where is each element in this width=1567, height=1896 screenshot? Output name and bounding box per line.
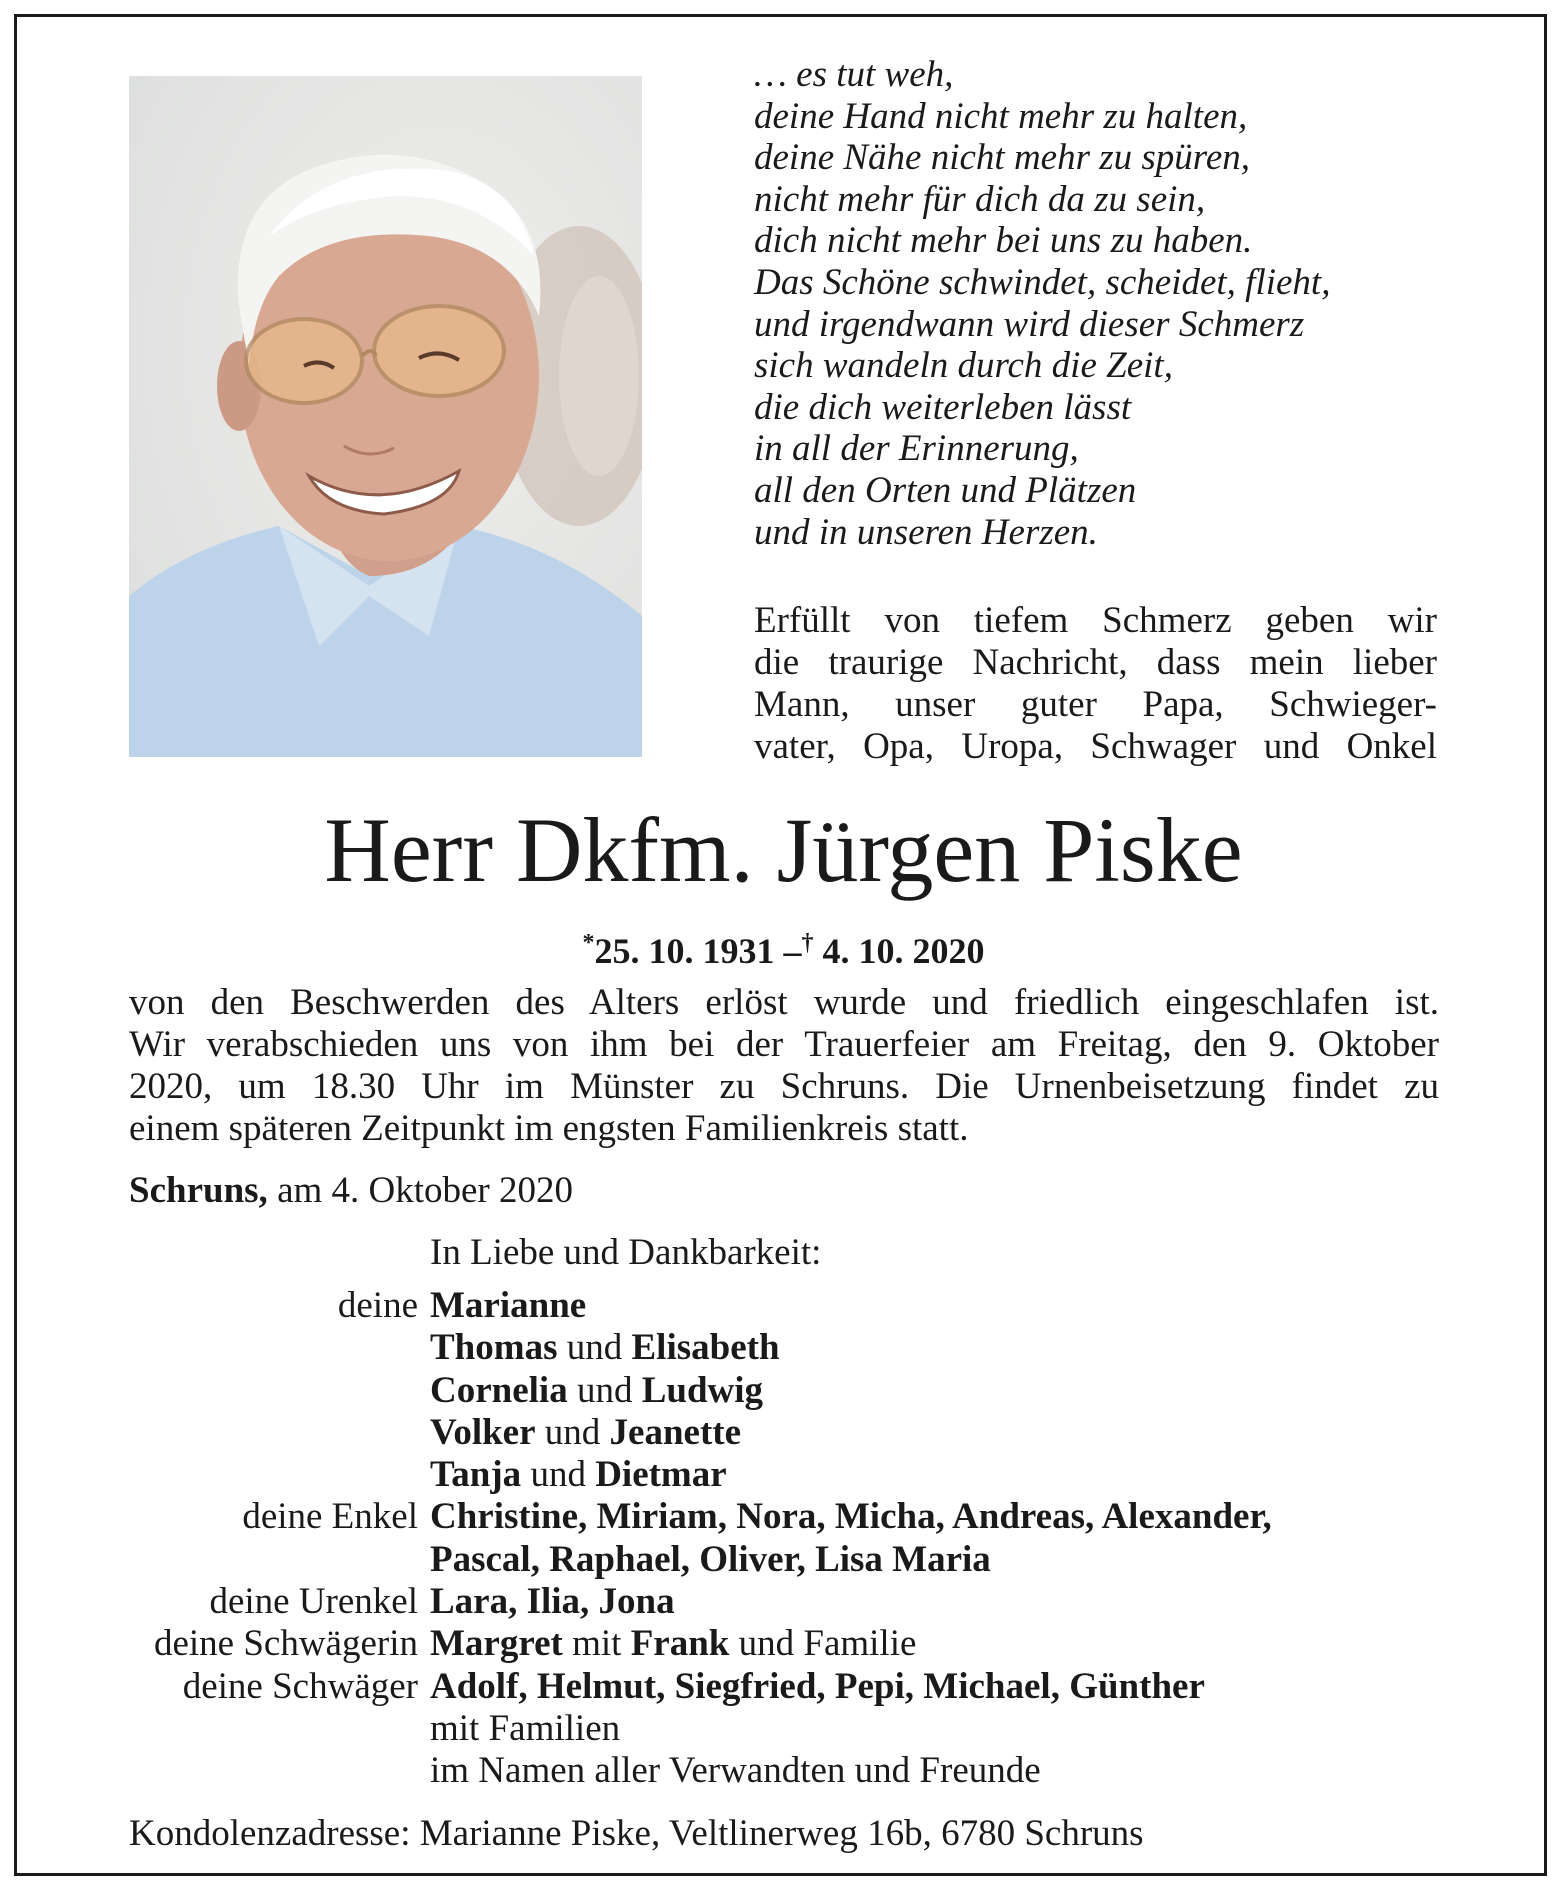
relation-label: deine Schwägerin — [153, 1623, 418, 1665]
mourner-names: Adolf, Helmut, Siegfried, Pepi, Michael, Günther — [430, 1665, 1205, 1707]
mourner-row: deine Schwägerin Margret mit Frank und Familie — [0, 1623, 1567, 1665]
poem-line: und irgendwann wird dieser Schmerz — [754, 303, 1305, 345]
poem-line: in all der Erinnerung, — [754, 428, 1079, 470]
death-date: 4. 10. 2020 — [822, 931, 985, 971]
relation-label: deine Urenkel — [209, 1581, 418, 1623]
poem-line: Das Schöne schwindet, scheidet, flieht, — [754, 261, 1331, 303]
relation-label: deine Enkel — [242, 1496, 418, 1538]
birth-symbol: * — [582, 930, 595, 956]
mourner-row — [0, 1539, 1567, 1581]
relation-label: deine — [337, 1285, 418, 1326]
intro-line: Mann, unser guter Papa, Schwieger- — [754, 684, 1437, 725]
poem-line: all den Orten und Plätzen — [754, 469, 1137, 511]
mourner-note: mit Familien — [430, 1707, 621, 1749]
mourner-row — [0, 1708, 1567, 1750]
mourner-name: Elisabeth — [631, 1327, 780, 1369]
body-line: Wir verabschieden uns von ihm bei der Trauerfeier am Freitag, den 9. Oktober — [129, 1024, 1439, 1065]
intro-line: vater, Opa, Uropa, Schwager und Onkel — [754, 726, 1437, 767]
mourner-name: Marianne — [430, 1285, 587, 1326]
gratitude-line: In Liebe und Dankbarkeit: — [430, 1232, 822, 1273]
mourner-row — [0, 1750, 1567, 1792]
place-and-date — [129, 1170, 573, 1212]
poem-line: sich wandeln durch die Zeit, — [754, 345, 1173, 387]
poem-line: … es tut weh, — [754, 54, 954, 95]
condolence-address: Kondolenzadresse: Marianne Piske, Veltlinerweg 16b, 6780 Schruns — [129, 1813, 1144, 1854]
life-dates — [0, 922, 1567, 972]
intro-line: die traurige Nachricht, dass mein lieber — [754, 642, 1437, 683]
poem-line: nicht mehr für dich da zu sein, — [754, 178, 1206, 220]
mourner-name: Jeanette — [609, 1411, 742, 1453]
date-text: am 4. Oktober 2020 — [267, 1170, 574, 1211]
body-line: 2020, um 18.30 Uhr im Münster zu Schruns. Die Urnenbeisetzung findet zu — [129, 1066, 1439, 1107]
mourner-name: Ludwig — [641, 1369, 764, 1411]
mourner-name: Frank — [630, 1623, 730, 1665]
mourner-names: Christine, Miriam, Nora, Micha, Andreas, Alexander, — [430, 1496, 1272, 1538]
intro-line: Erfüllt von tiefem Schmerz geben wir — [754, 600, 1437, 641]
body-line: einem späteren Zeitpunkt im engsten Familienkreis statt. — [129, 1108, 969, 1149]
mourner-name: Volker — [430, 1411, 536, 1453]
mourner-row: Volker und Jeanette — [430, 1411, 742, 1453]
poem-line: die dich weiterleben lässt — [754, 386, 1132, 428]
mourner-name: Tanja — [430, 1454, 522, 1496]
mourner-name: Cornelia — [430, 1369, 568, 1411]
birth-date: 25. 10. 1931 – — [594, 931, 802, 971]
relation-label: deine Schwäger — [182, 1665, 418, 1707]
mourner-row — [0, 1666, 1567, 1708]
portrait-illustration — [129, 76, 642, 757]
portrait-photo — [129, 76, 642, 757]
mourner-name: Dietmar — [595, 1454, 727, 1496]
mourners-list — [0, 1285, 1567, 1793]
poem-line: deine Hand nicht mehr zu halten, — [754, 95, 1248, 137]
poem — [754, 54, 1454, 553]
deceased-name: Herr Dkfm. Jürgen Piske — [324, 799, 1243, 901]
announcement-text — [129, 982, 1439, 1150]
mourner-name: Margret — [430, 1623, 563, 1665]
poem-line: dich nicht mehr bei uns zu haben. — [754, 220, 1253, 262]
mourner-row — [0, 1285, 1567, 1327]
poem-line: deine Nähe nicht mehr zu spüren, — [754, 137, 1250, 179]
mourner-row — [0, 1581, 1567, 1623]
mourner-row: Thomas und Elisabeth — [430, 1327, 780, 1369]
mourner-row: Tanja und Dietmar — [430, 1454, 727, 1496]
intro-paragraph — [754, 600, 1437, 768]
mourner-row: Cornelia und Ludwig — [430, 1369, 764, 1411]
place: Schruns, — [129, 1170, 268, 1211]
mourner-note: im Namen aller Verwandten und Freunde — [430, 1750, 1041, 1792]
mourner-row — [0, 1496, 1567, 1538]
mourner-names: Lara, Ilia, Jona — [430, 1581, 675, 1623]
death-symbol: † — [801, 930, 814, 956]
mourner-name: Thomas — [430, 1327, 558, 1369]
body-line: von den Beschwerden des Alters erlöst wurde und friedlich eingeschlafen ist. — [129, 982, 1439, 1023]
mourner-names: Pascal, Raphael, Oliver, Lisa Maria — [430, 1538, 991, 1580]
poem-line: und in unseren Herzen. — [754, 511, 1098, 553]
